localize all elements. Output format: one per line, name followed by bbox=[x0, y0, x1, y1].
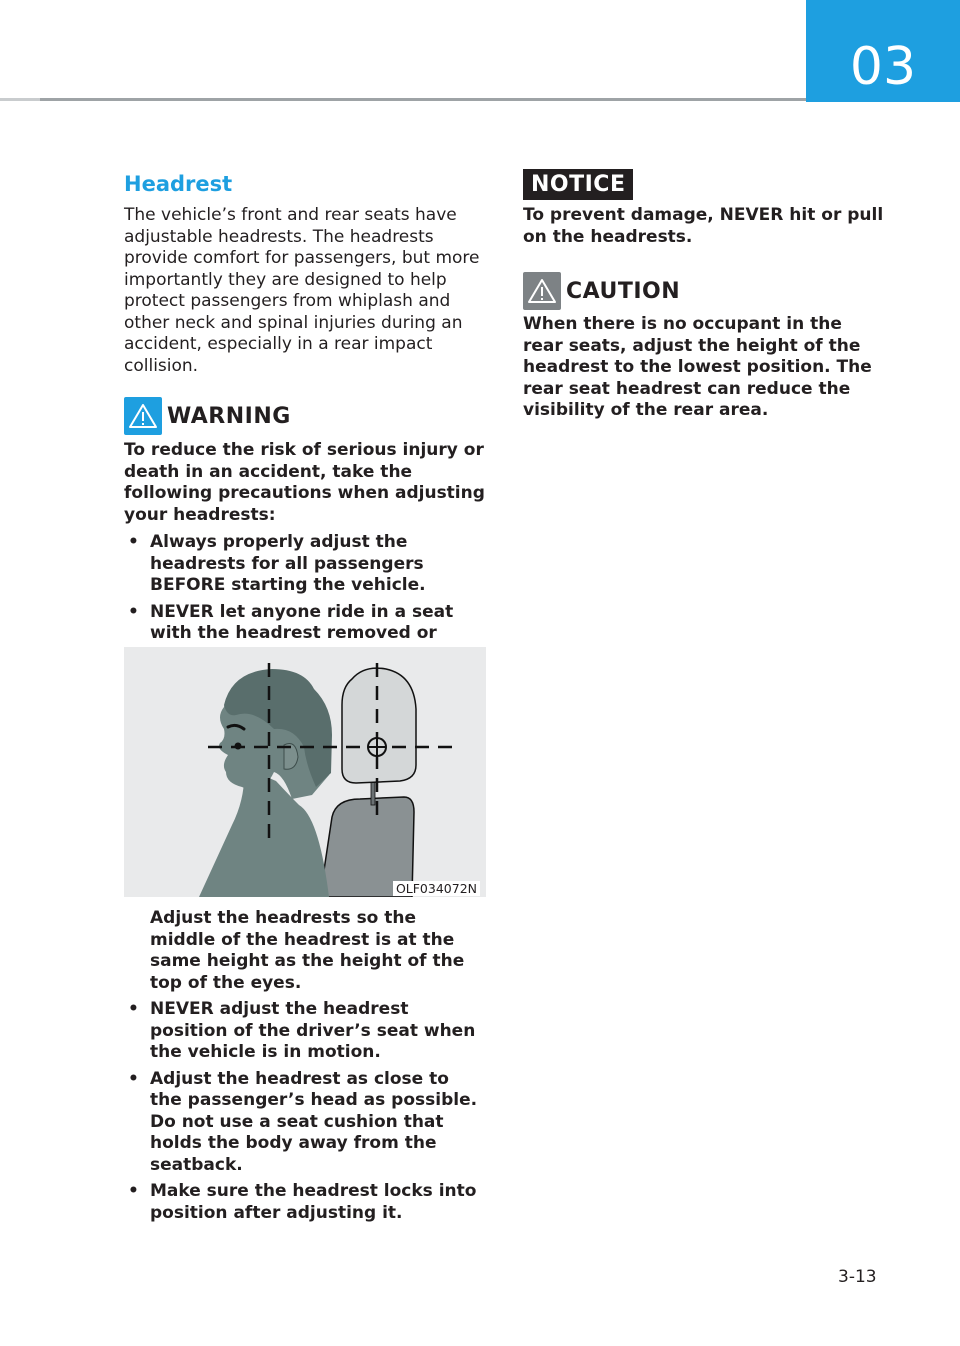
warning-bullets-top bbox=[124, 532, 486, 666]
caution-text: When there is no occupant in the rear seats, adjust the height of the headrest to the lowest position. The rear seat headrest can reduce the visibility of the rear area. bbox=[523, 314, 872, 420]
headrest-figure bbox=[124, 647, 486, 897]
notice-text: To prevent damage, NEVER hit or pull on the headrests. bbox=[523, 205, 884, 247]
warning-body-bottom bbox=[124, 908, 486, 1229]
caution-icon bbox=[523, 272, 561, 310]
chapter-tab: 03 bbox=[806, 0, 960, 102]
warning-label: WARNING bbox=[167, 403, 291, 429]
header-rule bbox=[0, 98, 806, 101]
list-item: • Make sure the headrest locks into position after adjusting it. bbox=[128, 1181, 477, 1223]
list-item: • Adjust the headrest as close to the passenger’s head as possible. Do not use a seat cushion that holds the body away from the seatback. bbox=[128, 1068, 478, 1175]
notice-label: NOTICE bbox=[523, 169, 633, 200]
list-item: • NEVER adjust the headrest position of the driver’s seat when the vehicle is in motion. bbox=[128, 999, 476, 1062]
intro-paragraph: The vehicle’s front and rear seats have adjustable headrests. The headrests provide comfort for passengers, but more importantly they are designed to help protect passengers from whiplash and other neck and spinal injuries during an accident, especially in a rear impact collision. bbox=[124, 205, 480, 376]
list-item: • Always properly adjust the headrests for all passengers BEFORE starting the vehicle. bbox=[128, 532, 426, 595]
caution-heading bbox=[523, 272, 680, 310]
warning-heading bbox=[124, 397, 291, 435]
warning-icon bbox=[124, 397, 162, 435]
warning-body-top bbox=[124, 440, 486, 671]
warning-lead: To reduce the risk of serious injury or death in an accident, take the following precautions when adjusting your headrests: bbox=[124, 440, 485, 525]
warning-bullets-bottom bbox=[124, 908, 486, 1224]
figure-code: OLF034072N bbox=[393, 881, 480, 896]
section-title: Headrest bbox=[124, 172, 233, 196]
headrest-illustration bbox=[124, 647, 486, 897]
list-item: • NEVER let anyone ride in a seat with the headrest removed or bbox=[128, 601, 454, 643]
page-number: 3-13 bbox=[838, 1267, 877, 1287]
caution-label: CAUTION bbox=[566, 278, 681, 304]
figure-caption: Adjust the headrests so the middle of the headrest is at the same height as the height of the top of the eyes. bbox=[150, 908, 465, 993]
